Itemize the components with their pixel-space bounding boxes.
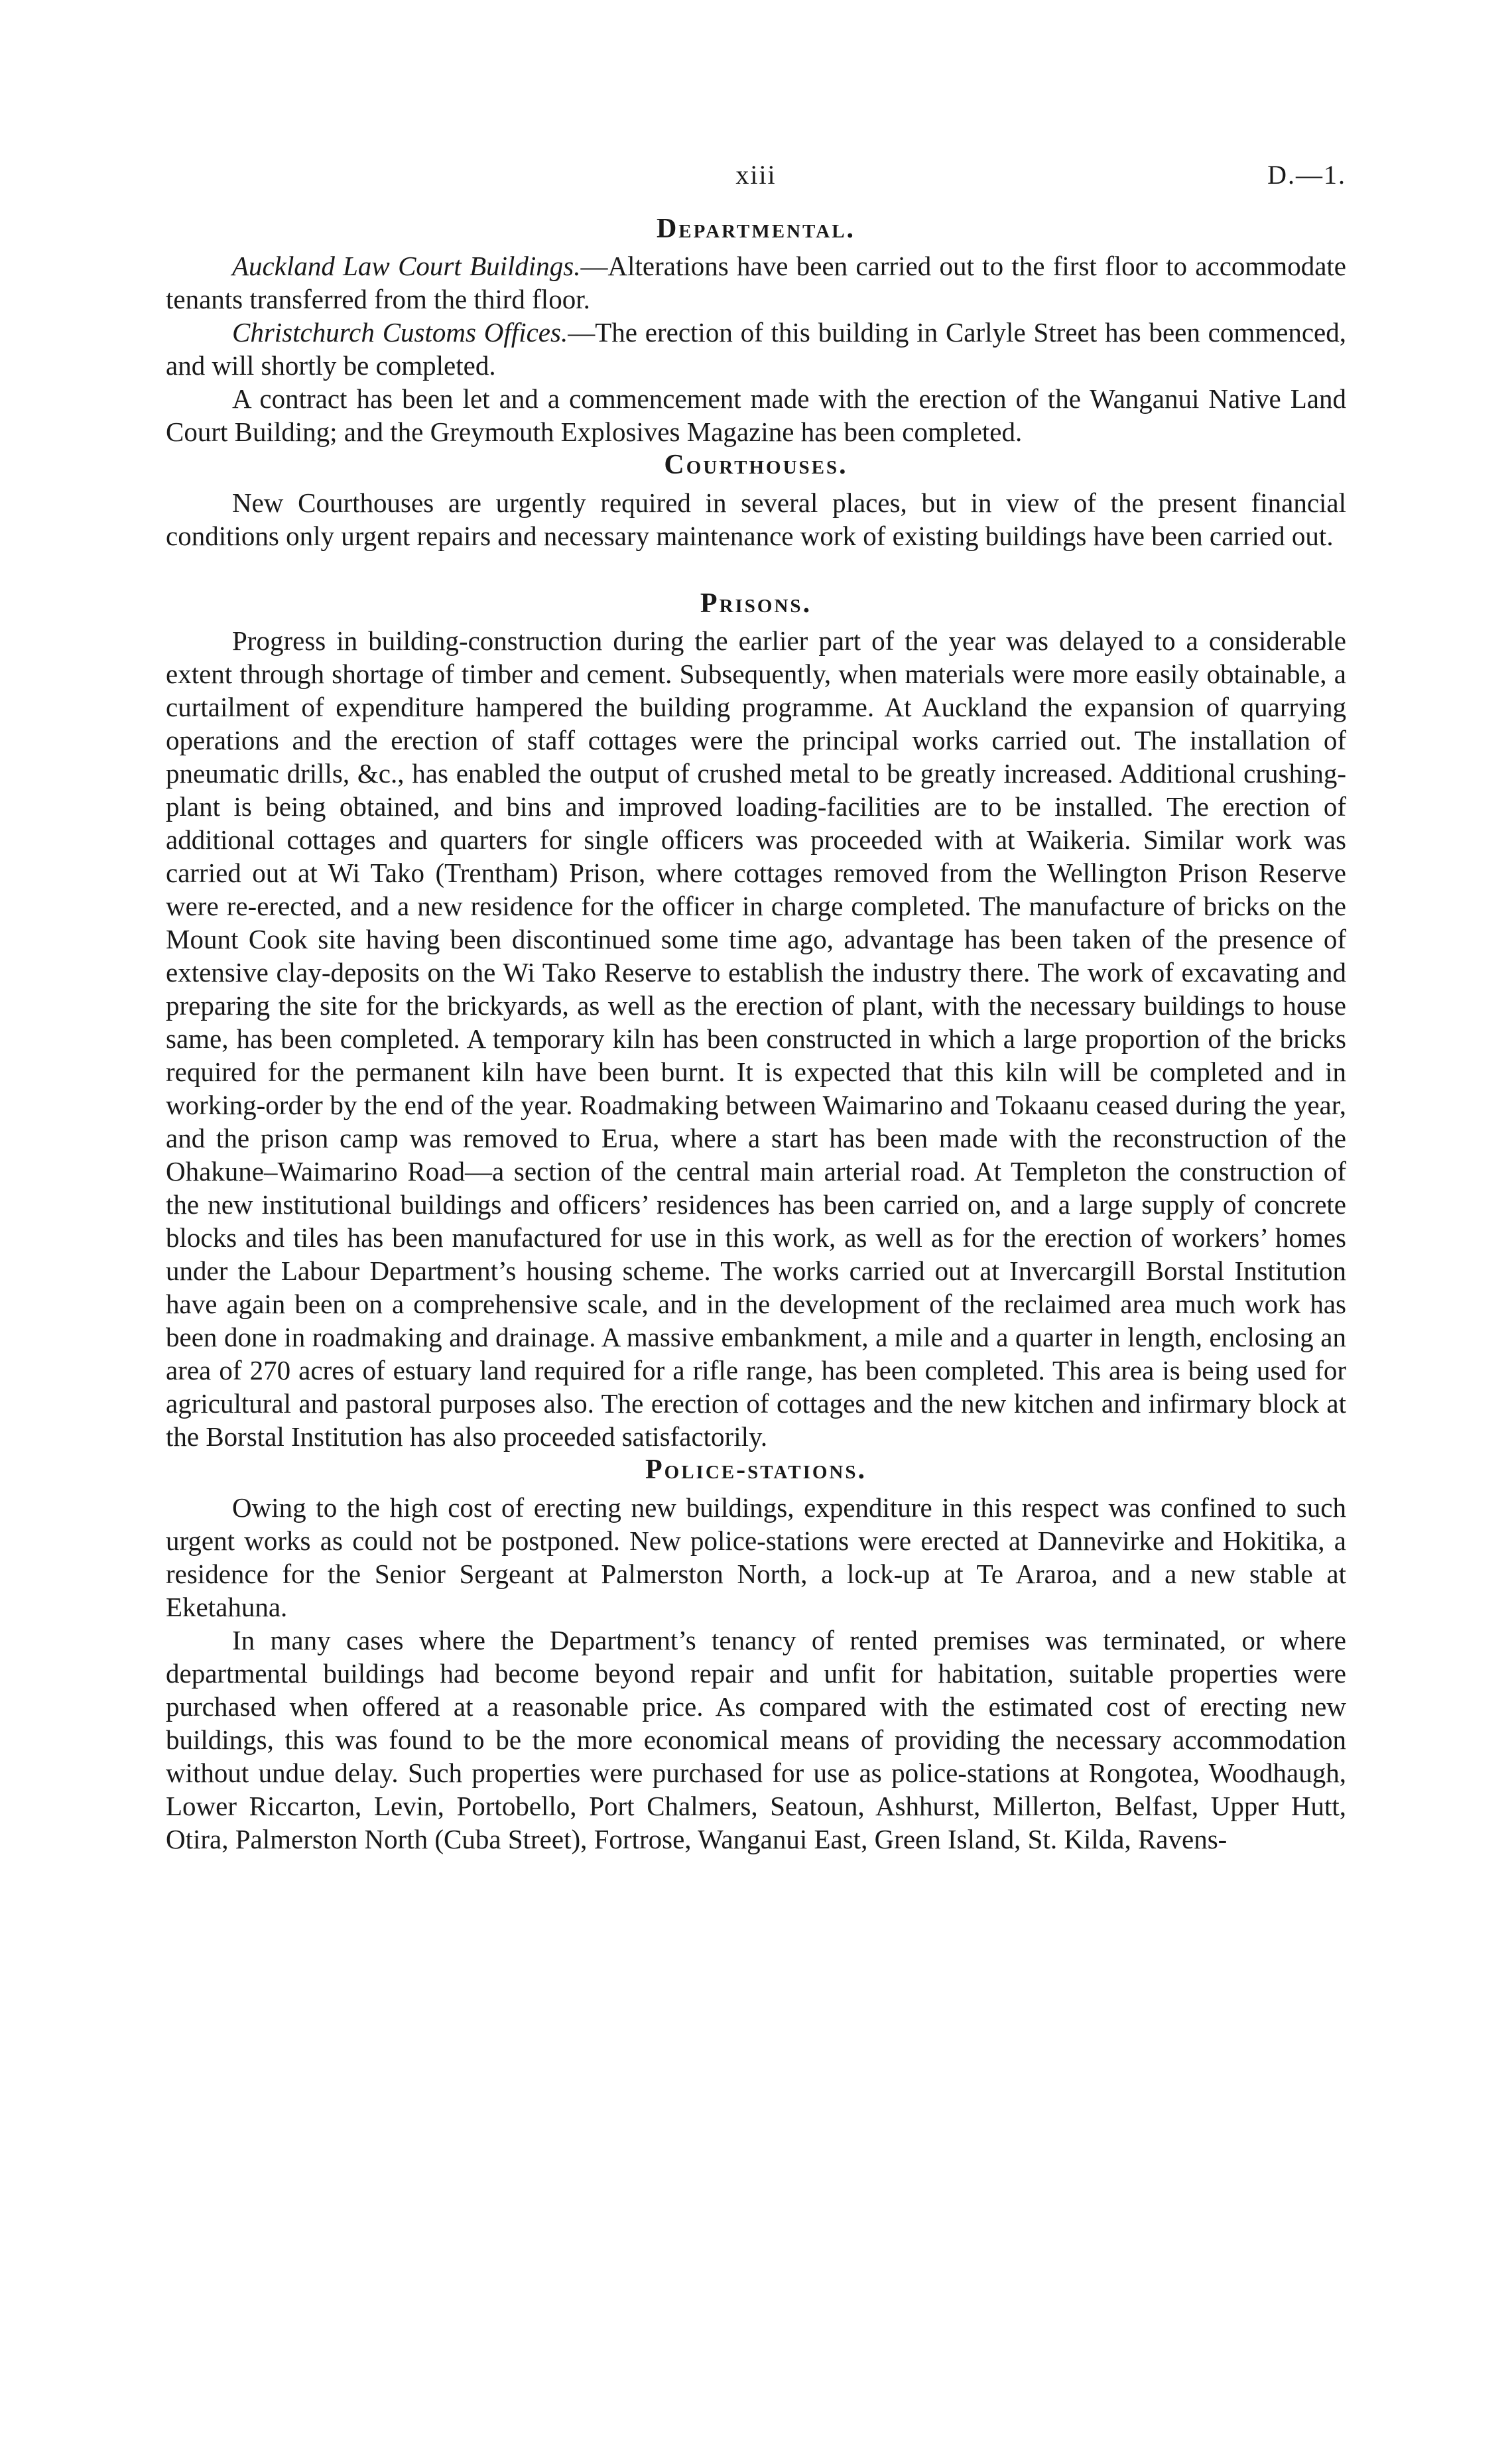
paragraph-courthouses: New Courthouses are urgently required in several places, but in view of the present financial conditions only urgent repairs and necessary maintenance work of existing buildings have been carried out.: [166, 487, 1346, 551]
paragraph-title: Auckland Law Court Buildings.: [232, 251, 581, 282]
paragraph-wanganui-contract: A contract has been let and a commencement made with the erection of the Wanganui Native Land Court Building; and the Greymouth Explosives Magazine has been completed.: [166, 383, 1346, 448]
heading-prisons: Prisons.: [700, 588, 812, 619]
paragraph-prisons: Progress in building-construction during the earlier part of the year was delayed to a considerable extent through shortage of timber and cement. Subsequently, when materials were more easily obtainable, a curtailment of expenditure hampered the building programme. At Auckland the expansion of quarrying operations and the erection of staff cottages were the principal works carried out. The installation of pneumatic drills, &c., has enabled the output of crushed metal to be greatly increased. Additional crushing-plant is being obtained, and bins and improved loading-facilities are to be installed. The erection of additional cottages and quarters for single officers was proceeded with at Waikeria. Similar work was carried out at Wi Tako (Trentham) Prison, where cottages removed from the Wellington Prison Reserve were re-erected, and a new residence for the officer in charge completed. The manufacture of bricks on the Mount Cook site having been discontinued some time ago, advantage has been taken of the presence of extensive clay-deposits on the Wi Tako Reserve to establish the industry there. The work of excavating and preparing the site for the brickyards, as well as the erection of plant, with the necessary buildings to house same, has been completed. A temporary kiln has been constructed in which a large proportion of the bricks required for the permanent kiln have been burnt. It is expected that this kiln will be completed and in working-order by the end of the year. Roadmaking between Waimarino and Tokaanu ceased during the year, and the prison camp was removed to Erua, where a start has been made with the reconstruction of the Ohakune–Waimarino Road—a section of the central main arterial road. At Templeton the construction of the new institutional buildings and officers’ residences has been carried on, and a large supply of concrete blocks and tiles has been manufactured for use in this work, as well as for the erection of workers’ homes under the Labour Department’s housing scheme. The works carried out at Invercargill Borstal Institution have again been on a comprehensive scale, and in the development of the reclaimed area much work has been done in roadmaking and drainage. A massive embankment, a mile and a quarter in length, enclosing an area of 270 acres of estuary land required for a rifle range, has been completed. This area is being used for agricultural and pastoral purposes also. The erection of cottages and the new kitchen and infirmary block at the Borstal Institution has also proceeded satisfactorily.: [166, 625, 1346, 1452]
heading-departmental: Departmental.: [656, 214, 856, 244]
paragraph-police-stations-costs: Owing to the high cost of erecting new buildings, expenditure in this respect was confined to such urgent works as could not be postponed. New police-stations were erected at Dannevirke and Hokitika, a residence for the Senior Sergeant at Palmerston North, a lock-up at Te Araroa, and a new stable at Eketahuna.: [166, 1492, 1346, 1622]
page-header: [166, 159, 1346, 212]
page-number: xiii: [735, 160, 777, 190]
paragraph-text: —The erection of this building in Carlyle Street has been commenced, and will shortly be completed.: [166, 317, 1346, 381]
heading-police-stations: Police-stations.: [645, 1454, 867, 1486]
paragraph-police-stations-purchases: In many cases where the Department’s tenancy of rented premises was terminated, or where departmental buildings had become beyond repair and unfit for habitation, suitable properties were purchased when offered at a reasonable price. As compared with the estimated cost of erecting new buildings, this was found to be the more economical means of providing the necessary accommodation without undue delay. Such properties were purchased for use as police-stations at Rongotea, Woodhaugh, Lower Riccarton, Levin, Portobello, Port Chalmers, Seatoun, Ashhurst, Millerton, Belfast, Upper Hutt, Otira, Palmerston North (Cuba Street), Fortrose, Wanganui East, Green Island, St. Kilda, Ravens-: [166, 1624, 1346, 1854]
paragraph-title: Christchurch Customs Offices.: [232, 317, 568, 348]
heading-courthouses: Courthouses.: [664, 450, 848, 481]
document-page: [166, 159, 1346, 1856]
document-reference: D.—1.: [1267, 160, 1346, 190]
paragraph-text: —Alterations have been carried out to the first floor to accommodate tenants transferred from the third floor.: [166, 251, 1346, 315]
paragraph-auckland-law-court: [166, 249, 1346, 316]
paragraph-christchurch-customs: [166, 316, 1346, 382]
